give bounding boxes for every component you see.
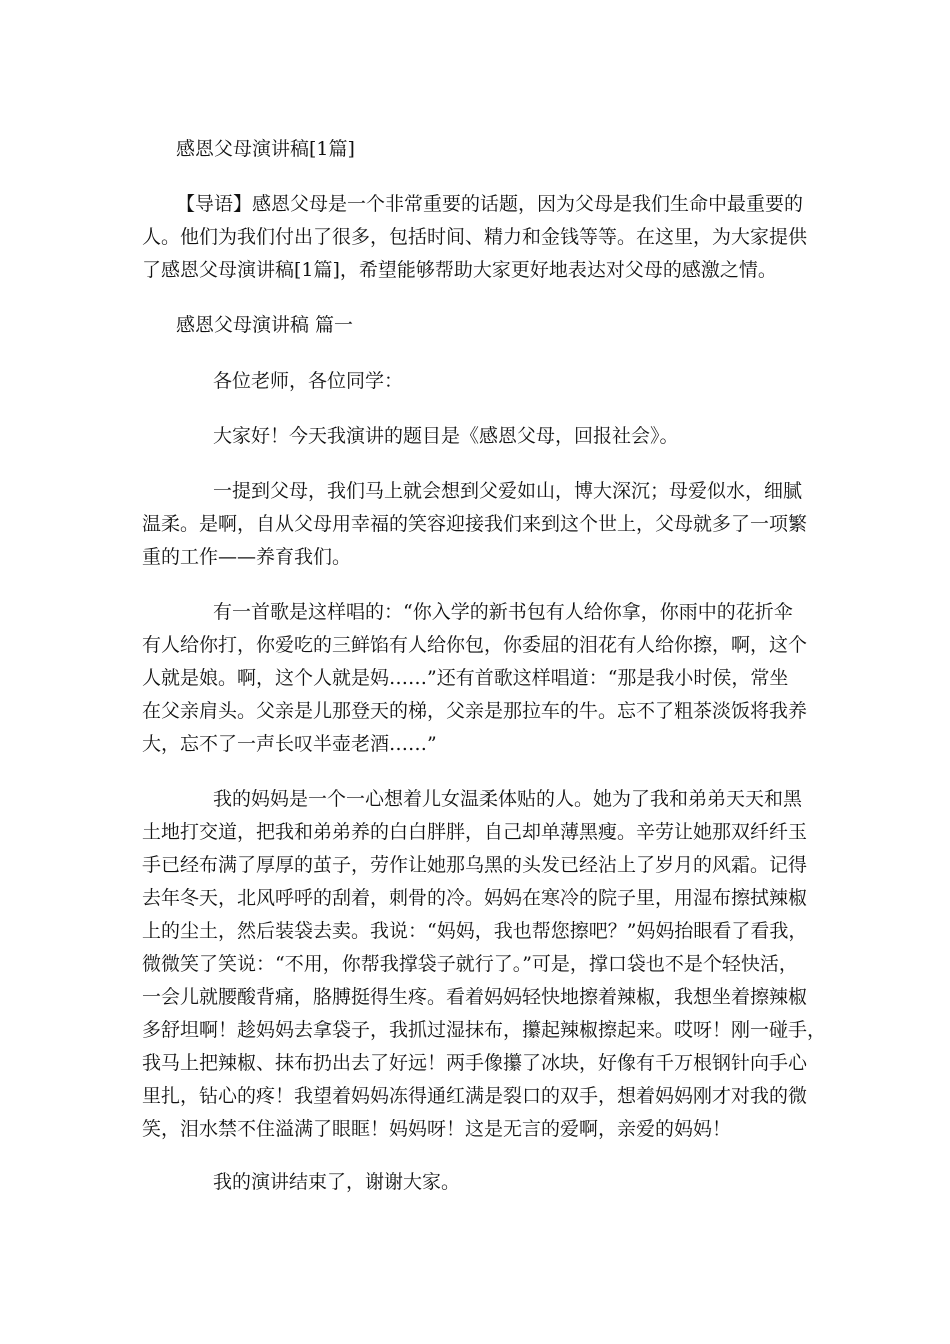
- salutation-text: 各位老师，各位同学：: [213, 370, 404, 392]
- paragraph-line: 在父亲肩头。父亲是儿那登天的梯，父亲是那拉车的牛。忘不了粗茶淡饭将我养: [142, 700, 808, 722]
- section-heading-text: 感恩父母演讲稿 篇一: [176, 314, 354, 336]
- paragraph-line: 多舒坦啊！趁妈妈去拿袋子，我抓过湿抹布，攥起辣椒擦起来。哎呀！刚一碰手，: [142, 1019, 827, 1041]
- paragraph-line: 有一首歌是这样唱的：“你入学的新书包有人给你拿，你雨中的花折伞: [213, 601, 793, 623]
- section-heading: [176, 309, 353, 342]
- intro-paragraph: [142, 188, 808, 287]
- closing-paragraph: [213, 1166, 460, 1199]
- paragraph-line: 去年冬天，北风呼呼的刮着，刺骨的冷。妈妈在寒冷的院子里，用湿布擦拭辣椒: [142, 887, 808, 909]
- salutation: [213, 365, 403, 398]
- intro-line: 了感恩父母演讲稿[1篇]，希望能够帮助大家更好地表达对父母的感激之情。: [142, 259, 777, 281]
- paragraph-line: 笑，泪水禁不住溢满了眼眶！妈妈呀！这是无言的爱啊，亲爱的妈妈！: [142, 1118, 732, 1140]
- paragraph-songs: [142, 596, 808, 761]
- paragraph-line: 大，忘不了一声长叹半壶老酒……”: [142, 733, 437, 755]
- closing-text: 我的演讲结束了，谢谢大家。: [213, 1171, 461, 1193]
- paragraph-line: 土地打交道，把我和弟弟养的白白胖胖，自己却单薄黑瘦。辛劳让她那双纤纤玉: [142, 821, 808, 843]
- paragraph-line: 一提到父母，我们马上就会想到父爱如山，博大深沉；母爱似水，细腻: [213, 480, 803, 502]
- document-title: [176, 133, 355, 166]
- paragraph-line: 重的工作——养育我们。: [142, 546, 352, 568]
- paragraph-mother: [142, 783, 827, 1146]
- paragraph-line: 我马上把辣椒、抹布扔出去了好远！两手像攥了冰块，好像有千万根钢针向手心: [142, 1052, 808, 1074]
- paragraph-line: 里扎，钻心的疼！我望着妈妈冻得通红满是裂口的双手，想着妈妈刚才对我的微: [142, 1085, 808, 1107]
- paragraph-line: 有人给你打，你爱吃的三鲜馅有人给你包，你委屈的泪花有人给你擦，啊，这个: [142, 634, 808, 656]
- paragraph-line: 手已经布满了厚厚的茧子，劳作让她那乌黑的头发已经沾上了岁月的风霜。记得: [142, 854, 808, 876]
- paragraph-line: 上的尘土，然后装袋去卖。我说：“妈妈，我也帮您擦吧？”妈妈抬眼看了看我，: [142, 920, 808, 942]
- paragraph-line: 我的妈妈是一个一心想着儿女温柔体贴的人。她为了我和弟弟天天和黑: [213, 788, 803, 810]
- intro-line: 人。他们为我们付出了很多，包括时间、精力和金钱等等。在这里，为大家提供: [142, 226, 808, 248]
- paragraph-line: 一会儿就腰酸背痛，胳膊挺得生疼。看着妈妈轻快地擦着辣椒，我想坐着擦辣椒: [142, 986, 808, 1008]
- paragraph-line: 微微笑了笑说：“不用，你帮我撑袋子就行了。”可是，撑口袋也不是个轻快活，: [142, 953, 798, 975]
- paragraph-parents: [142, 475, 808, 574]
- greeting-paragraph: [213, 420, 679, 453]
- paragraph-line: 人就是娘。啊，这个人就是妈……”还有首歌这样唱道：“那是我小时侯，常坐: [142, 667, 789, 689]
- intro-line: 【导语】感恩父母是一个非常重要的话题，因为父母是我们生命中最重要的: [176, 193, 804, 215]
- paragraph-line: 温柔。是啊，自从父母用幸福的笑容迎接我们来到这个世上，父母就多了一项繁: [142, 513, 808, 535]
- greeting-text: 大家好！今天我演讲的题目是《感恩父母，回报社会》。: [213, 425, 679, 447]
- title-text: 感恩父母演讲稿[1篇]: [176, 138, 355, 160]
